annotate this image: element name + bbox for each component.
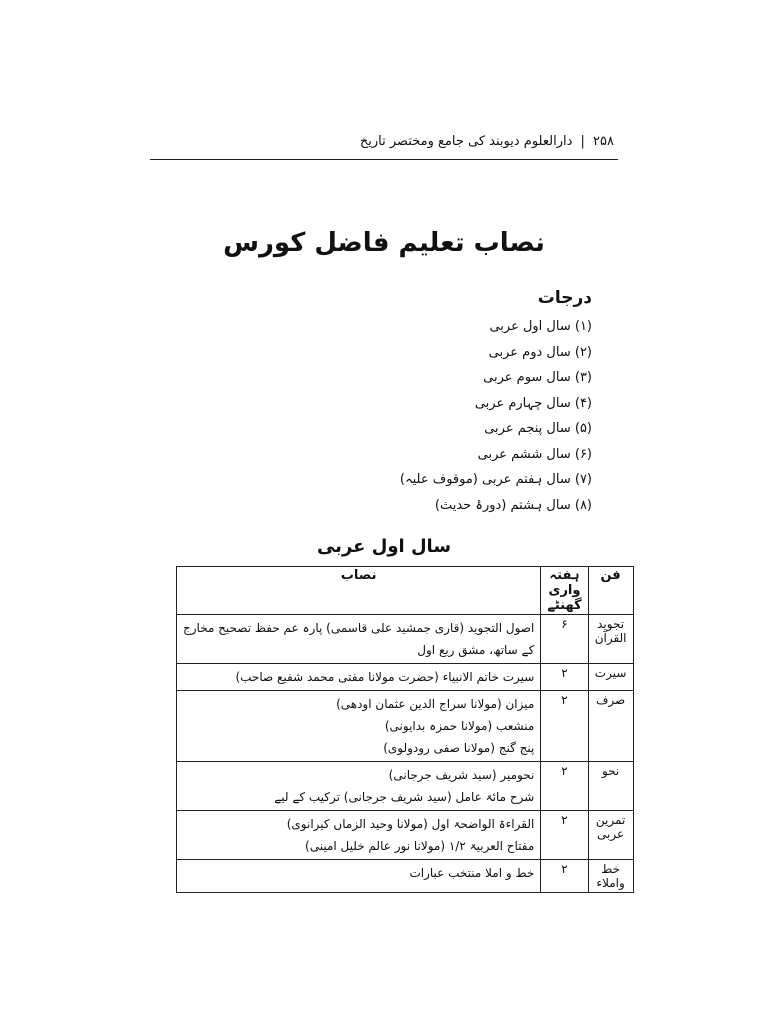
levels-section [400,288,592,518]
hours-cell: ۲ [541,691,588,762]
level-item: (۴) سال چہارم عربی [474,395,592,411]
page-header [150,130,618,160]
table-row [177,860,634,893]
header-text [356,134,614,149]
syllabus-line: سیرت خاتم الانبیاء (حضرت مولانا مفتی محمد شفیع صاحب) [235,670,535,684]
levels-heading: درجات [537,288,592,308]
book-title: دارالعلوم دیوبند کی جامع ومختصر تاریخ [359,134,573,149]
level-item: (۳) سال سوم عربی [483,370,592,385]
subject-cell: صرف [588,691,633,762]
syllabus-cell [177,811,541,860]
hours-cell: ۲ [541,664,588,691]
syllabus-cell [177,860,541,893]
table-row [177,811,634,860]
syllabus-cell [177,664,541,691]
syllabus-line: مفتاح العربیۃ ۱/۲ (مولانا نور عالم خلیل امینی) [305,839,535,853]
table-row [177,762,634,811]
page-title: نصاب تعلیم فاضل کورس [223,228,545,258]
levels-list [400,314,592,518]
syllabus-line: میزان (مولانا سراج الدین عثمان اودھی) [336,697,535,711]
syllabus-cell [177,762,541,811]
hours-cell: ۲ [541,762,588,811]
header-hours: ہفتہ واری گھنٹے [541,567,588,615]
hours-cell: ۲ [541,860,588,893]
subject-cell: سیرت [588,664,633,691]
subject-cell: تجوید القرآن [588,615,633,664]
subject-cell: خط واملاء [588,860,633,893]
syllabus-cell [177,615,541,664]
syllabus-line: اصول التجوید (قاری جمشید علی قاسمی) پارہ عم حفظ تصحیح مخارج [183,621,535,635]
level-item: (۱) سال اول عربی [489,319,592,334]
table-row [177,664,634,691]
table-header-row [177,567,634,615]
table-row [177,691,634,762]
page-number: ۲۵۸ [593,134,614,149]
level-item: (۶) سال ششم عربی [477,446,592,462]
header-syllabus: نصاب [177,567,541,615]
syllabus-line: القراءۃ الواضحۃ اول (مولانا وحید الزماں کیرانوی) [286,817,535,831]
header-subject: فن [588,567,633,615]
syllabus-line: کے ساتھ، مشق ربع اول [417,643,535,657]
level-item: (۲) سال دوم عربی [488,344,592,360]
syllabus-table [176,566,634,893]
syllabus-line: شرح مائۃ عامل (سید شریف جرجانی) ترکیب کے لیے [274,790,535,804]
syllabus-cell [177,691,541,762]
syllabus-line: نحومیر (سید شریف جرجانی) [388,768,535,782]
syllabus-line: منشعب (مولانا حمزہ بدایونی) [384,719,535,733]
syllabus-line: پنج گنج (مولانا صفی رودولوی) [383,741,535,755]
level-item: (۵) سال پنجم عربی [484,421,592,436]
subject-cell: تمرین عربی [588,811,633,860]
section-title: سال اول عربی [316,536,452,557]
level-item: (۷) سال ہفتم عربی (موقوف علیہ) [399,472,592,487]
header-separator: | [580,134,585,149]
table-row [177,615,634,664]
hours-cell: ۲ [541,811,588,860]
subject-cell: نحو [588,762,633,811]
syllabus-line: خط و املا منتخب عبارات [409,866,535,880]
level-item: (۸) سال ہشتم (دورۂ حدیث) [434,497,592,513]
hours-cell: ۶ [541,615,588,664]
